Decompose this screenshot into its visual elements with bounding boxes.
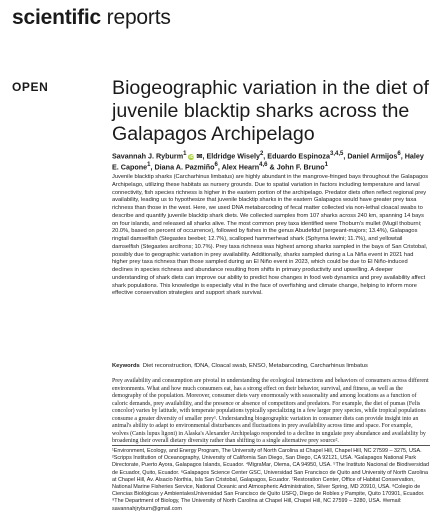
author-name[interactable]: , Alex Hearn [217, 162, 260, 172]
orcid-icon[interactable]: iD [189, 153, 194, 159]
author-affiliation-mark: 1 [147, 161, 151, 168]
author-affiliation-mark: 6 [397, 151, 401, 157]
journal-logo[interactable] [12, 6, 171, 30]
author-list [112, 150, 430, 172]
author-name[interactable]: , Eduardo Espinoza [263, 151, 330, 161]
journal-name-bold: scientific [12, 6, 102, 29]
affiliations: ¹Environment, Ecology, and Energy Program, The University of North Carolina at Chapel Hill, Chapel Hill, NC 27599 – 3275, USA. ²Scripps Institution of Oceanography, University of California San Diego, San Diego, CA 92121, USA. ³Galapagos National Park Directorate, Puerto Ayora, Galapagos Islands, Ecuador. ⁴MigraMar, Olema, CA 94950, USA. ⁵The Instituto Nacional de Biodiversidad de Ecuador, Quito, Ecuador. ⁶Galapagos Science Center GSC, Universidad San Francisco de Quito and University of North Carolina at Chapel Hill, Av. Alsacio Northia, Isla San Cristobal, Galapagos, Ecuador. ⁷Restoration Center, Office of Habitat Conservation, National Marine Fisheries Service, National Oceanic and Atmospheric Administration, Silver Spring, MD 20910, USA. ⁸Colegio de Ciencias Biológicas y AmbientalesUniversidad San Francisco de Quito USFQ, Diego de Robles y Pampite, Quito 170901, Ecuador. ⁹The Department of Biology, The University of North Carolina at Chapel Hill, Chapel Hill, NC 27599 – 3280, USA. ✉email: savannahjryburn@gmail.com [112, 448, 429, 512]
introduction-paragraph: Prey availability and consumption are pivotal in understanding the ecological interactions and behaviors of consumers across different environments. What and how much consumers eat, has a strong effect on their behavior, survival, and fitness, as well as the demography of the population. Moreover, consumer diets vary enormously with seasonality and among locations as a function of caloric demands, prey availability, and the presence or absence of competitors and predators. For example, the diet of pumas (Felis concolor) varies by latitude, with temperate populations typically specializing in a few larger prey species, while tropical populations consume a greater diversity of smaller prey¹. Understanding biogeographic variation in consumer diets can provide insight into an animal's ability to adapt to environmental disturbances and fluctuations in prey availability across time and space. For example, wolves (Canis lupus ligoni) in Alaska's Alexander Archipelago responded to a decline in ungulate prey abundance and availability by broadening their overall dietary diversity rather than shifting to a single alternative prey source². [112, 378, 429, 445]
open-access-badge: OPEN [12, 80, 49, 94]
author-affiliation-mark: 2 [259, 151, 264, 157]
author-name[interactable]: Savannah J. Ryburm [112, 151, 184, 161]
author-name[interactable]: , Haley E. Capone [112, 151, 424, 172]
author-affiliation-mark: 4,6 [259, 161, 268, 168]
keywords-list: Diet reconstruction, fDNA, Cloacal swab, ENSO, Metabarcoding, Carcharhinus limbatus [142, 363, 368, 369]
article-title: Biogeographic variation in the diet of juvenile blacktip sharks across the Galapagos Archipelago [112, 77, 429, 145]
journal-name-regular: reports [101, 6, 171, 29]
footnote-divider [112, 445, 430, 446]
author-affiliation-mark: 3,4,5 [329, 151, 344, 157]
author-affiliation-mark: 1 [324, 161, 328, 168]
author-affiliation-mark: 6 [214, 161, 218, 168]
author-name[interactable]: , Daniel Armijos [343, 151, 398, 161]
author-name[interactable]: , Eldridge Wisely [202, 151, 260, 161]
keywords-line [112, 362, 430, 370]
keywords-label: Keywords [112, 363, 140, 369]
email-icon[interactable]: ✉ [196, 151, 203, 161]
abstract: Juvenile blacktip sharks (Carcharhinus limbatus) are highly abundant in the mangrove-fringed bays throughout the Galapagos Archipelago, utilizing these habitats as nursery grounds. Due to spatial variation in factors including temperature and larval connectivity, fish species richness is higher in the eastern portion of the archipelago. Predator diets often reflect regional prey availability, leading us to hypothesize that juvenile blacktip sharks in the eastern Galapagos would have greater prey taxa richness than those in the west. Here, we used DNA metabarcoding of fecal matter collected via non-lethal cloacal swabs to describe and quantify juvenile blacktip shark diets. We collected samples from 107 sharks across 240 km, spanning 14 bays on four islands, and released all sharks alive. The most common prey taxa identified were Thoburn's mullet (Mugil thoburni; 20.0%, based on percent of occurrence), followed by fishes in the genus Abudefduf (sergeant-majors; 13.4%), Galapagos ringtail damselfish (Stegastes beebei; 12.7%), scalloped hammerhead shark (Sphyrna lewini; 11.7%), and yellowtail damselfish (Stegastes arcifrons; 10.7%). Prey taxa richness was highest among sharks sampled in the bays of San Cristobal, possibly due to geographic variation in prey availability. Additionally, sharks sampled during a La Niña event in 2021 had higher prey taxa richness than those sampled during an El Niño event in 2023, which could be due to El Niño-induced declines in species richness and abundance resulting from shifts in primary productivity and upwelling. A deeper understanding of shark diets can improve our ability to predict how changes in food web dynamics and prey availability affect shark populations. This knowledge is especially vital in the face of overfishing and climate change, helping to inform more effective conservation strategies and support shark survival. [112, 174, 429, 297]
author-name[interactable]: & John F. Bruno [267, 162, 325, 172]
author-name[interactable]: , Diana A. Pazmiño [150, 162, 215, 172]
author-affiliation-mark: 1 [183, 151, 187, 157]
